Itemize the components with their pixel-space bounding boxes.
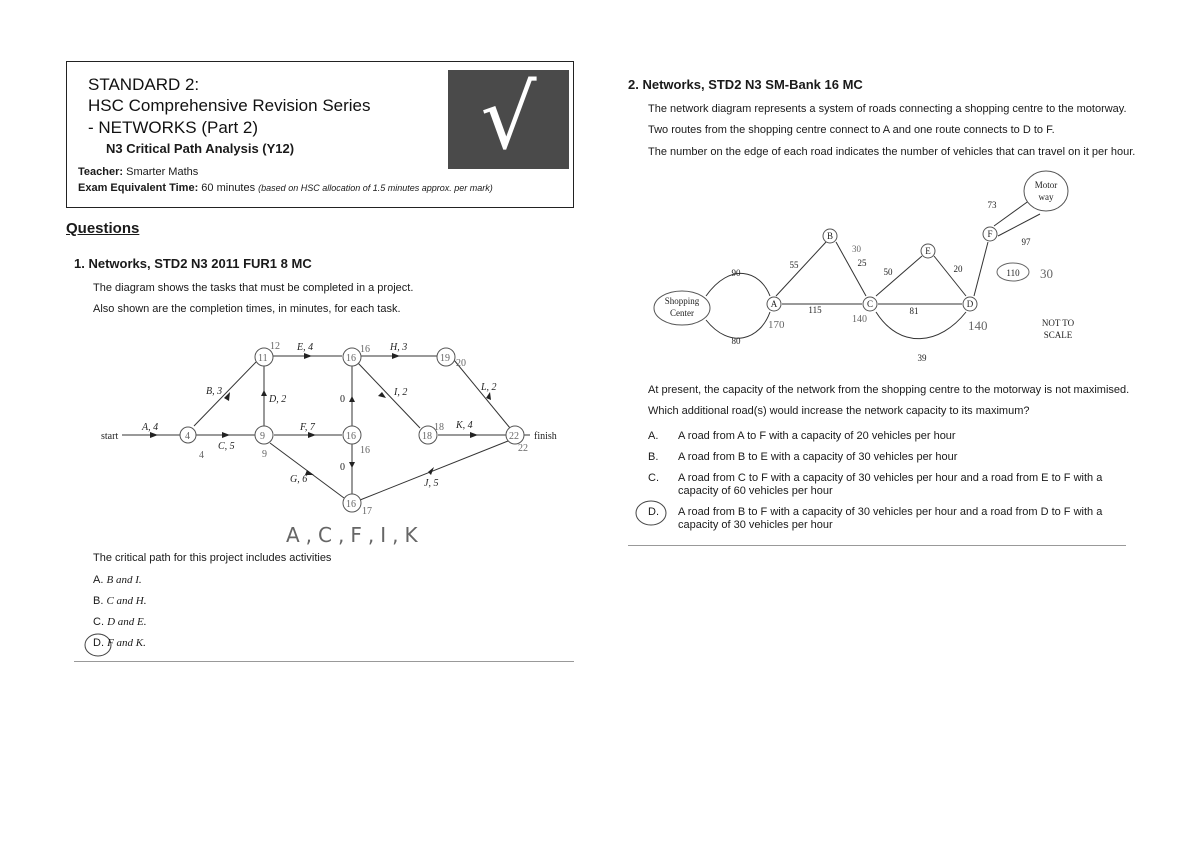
q1-text-2: Also shown are the completion times, in minutes, for each task. [93, 303, 401, 315]
arrow-i [378, 392, 386, 398]
q2-option-text: A road from B to E with a capacity of 30 vehicles per hour [678, 451, 958, 463]
motorway-node [1024, 171, 1068, 211]
q1-option-text: D and E. [107, 616, 147, 628]
q1-option[interactable] [93, 595, 147, 616]
hand-n7: 19 [440, 353, 450, 364]
q1-option[interactable] [93, 616, 147, 637]
source-line-2: Center [670, 308, 694, 318]
time-label: Exam Equivalent Time: [78, 182, 199, 194]
hand-critical-path: A,C,F,I,K [286, 523, 424, 547]
hand-n6b: 17 [362, 506, 372, 517]
q1-option-letter: A. [93, 574, 104, 586]
q1-option-text: F and K. [107, 637, 146, 649]
label-b: B, 3 [206, 386, 223, 397]
hand-c: 140 [852, 314, 867, 325]
edge-l [454, 360, 510, 428]
q2-text-2: Two routes from the shopping centre connect to A and one route connects to D to F. [648, 124, 1055, 136]
hand-n5b: 16 [360, 445, 370, 456]
teacher-label: Teacher: [78, 166, 124, 178]
q2-network-diagram [654, 171, 1075, 363]
road-a-b [776, 242, 826, 296]
edge-b [194, 362, 256, 426]
road-c-d-bot [876, 312, 966, 339]
road-s-a-bot [706, 312, 770, 338]
node-e-label: E [925, 246, 931, 256]
hand-n3b: 9 [262, 449, 267, 460]
q2-options [648, 430, 1138, 532]
q1-text-1: The diagram shows the tasks that must be completed in a project. [93, 282, 414, 294]
header-line-3: - NETWORKS (Part 2) [88, 118, 259, 137]
node-b-label: B [826, 231, 834, 241]
hand-b: 30 [852, 244, 861, 254]
arrow-e [304, 353, 312, 359]
label-h: H, 3 [390, 342, 408, 353]
cap-a-c: 115 [808, 305, 822, 315]
arrow-l [486, 392, 491, 400]
hand-n1: 4 [185, 431, 190, 442]
arrow-zero-down [349, 462, 355, 468]
q2-text-5: Which additional road(s) would increase the network capacity to its maximum? [648, 405, 1030, 417]
hand-n6: 16 [346, 499, 356, 510]
label-zero-1: 0 [340, 394, 345, 405]
label-finish: finish [534, 431, 557, 442]
road-f-m2 [998, 214, 1040, 236]
header-subtitle: N3 Critical Path Analysis (Y12) [106, 141, 295, 156]
label-i: I, 2 [394, 387, 408, 398]
edge-j [360, 441, 508, 500]
q2-text-4: At present, the capacity of the network from the shopping centre to the motorway is not maximised. [648, 384, 1130, 396]
hand-d2: 30 [1040, 266, 1053, 281]
cap-f-m2: 97 [1021, 237, 1031, 247]
q2-text-1: The network diagram represents a system of roads connecting a shopping centre to the motorway. [648, 103, 1127, 115]
q1-option[interactable] [93, 574, 147, 595]
hand-n2: 11 [258, 353, 268, 364]
tick-icon: √ [480, 66, 537, 169]
q2-option-letter: C. [648, 472, 659, 484]
cap-a-b: 55 [789, 260, 799, 270]
q1-option[interactable] [93, 637, 147, 658]
q1-option-letter: D. [93, 637, 104, 649]
time-value: 60 minutes [201, 182, 256, 194]
q2-option[interactable] [648, 472, 1138, 506]
q1-option-letter: C. [93, 616, 104, 628]
node-a-label: A [770, 299, 778, 309]
cap-s-a-top: 90 [731, 268, 741, 278]
header-line-2: HSC Comprehensive Revision Series [88, 96, 371, 115]
label-zero-2: 0 [340, 462, 345, 473]
hand-n9b: 22 [518, 443, 528, 454]
node-c-label: C [866, 299, 874, 309]
hand-n8: 18 [422, 431, 432, 442]
hand-n4: 16 [346, 353, 356, 364]
hand-d: 140 [968, 318, 988, 333]
cap-e-d: 20 [953, 264, 963, 274]
hand-n5: 16 [346, 431, 356, 442]
node-d-label: D [966, 299, 974, 309]
hand-n9: 22 [509, 431, 519, 442]
q1-option-text: C and H. [106, 595, 147, 607]
hand-n1b: 4 [199, 450, 204, 461]
road-d-f [974, 242, 988, 296]
q1-options [93, 574, 147, 658]
cap-b-c: 25 [857, 258, 867, 268]
time-note: (based on HSC allocation of 1.5 minutes approx. per mark) [258, 183, 493, 193]
edge-i [358, 363, 420, 428]
q1-option-letter: B. [93, 595, 104, 607]
q2-option[interactable] [648, 451, 1138, 472]
q1-divider [74, 661, 574, 662]
q2-text-3: The number on the edge of each road indicates the number of vehicles that can travel on it per hour. [648, 146, 1136, 158]
q2-option-text: A road from C to F with a capacity of 30 vehicles per hour and a road from E to F with a capacity of 60 vehicles per hour [678, 472, 1103, 497]
q2-divider [628, 545, 1126, 546]
label-g: G, 6 [290, 474, 308, 485]
q2-option-text: A road from B to F with a capacity of 30 vehicles per hour and a road from D to F with a capacity of 30 vehicles per hour [678, 506, 1103, 531]
q2-option-letter: D. [648, 506, 659, 518]
hand-a: 170 [768, 319, 785, 331]
label-a: A, 4 [142, 422, 159, 433]
cap-c-d: 81 [909, 306, 919, 316]
road-b-c [836, 242, 866, 296]
q2-option-text: A road from A to F with a capacity of 20 vehicles per hour [678, 430, 956, 442]
cap-f-m: 73 [987, 200, 997, 210]
label-l: L, 2 [481, 382, 497, 393]
label-k: K, 4 [456, 420, 473, 431]
sink-line-2: way [1038, 192, 1054, 202]
label-f: F, 7 [300, 422, 315, 433]
arrow-h [392, 353, 400, 359]
arrow-d [261, 390, 267, 396]
hand-n2b: 12 [270, 341, 280, 352]
arrow-k [470, 432, 478, 438]
q2-option[interactable] [648, 506, 1138, 532]
arrow-c [222, 432, 230, 438]
q2-title: 2. Networks, STD2 N3 SM-Bank 16 MC [628, 77, 863, 92]
questions-heading: Questions [66, 220, 140, 237]
cap-s-a-bot: 80 [731, 336, 741, 346]
road-e-d [934, 256, 966, 296]
header-line-1: STANDARD 2: [88, 75, 200, 94]
label-e: E, 4 [297, 342, 314, 353]
sink-line-1: Motor [1034, 180, 1058, 190]
source-line-1: Shopping [664, 296, 700, 306]
q2-option[interactable] [648, 430, 1138, 451]
q1-title: 1. Networks, STD2 N3 2011 FUR1 8 MC [74, 256, 312, 271]
q2-option-letter: A. [648, 430, 659, 442]
not-to-scale-2: SCALE [1043, 330, 1073, 340]
hand-n8b: 18 [434, 422, 444, 433]
label-j: J, 5 [424, 478, 439, 489]
cap-d-f: 110 [1006, 268, 1020, 278]
teacher-name: Smarter Maths [126, 166, 199, 178]
label-d: D, 2 [269, 394, 287, 405]
label-c: C, 5 [218, 441, 235, 452]
cap-c-e: 50 [883, 267, 893, 277]
node-f-label: F [987, 229, 993, 239]
not-to-scale-1: NOT TO [1041, 318, 1075, 328]
q1-option-text: B and I. [106, 574, 142, 586]
arrow-zero-up [349, 396, 355, 402]
hand-n3: 9 [260, 431, 265, 442]
hand-n7b: 20 [456, 358, 466, 369]
q2-option-letter: B. [648, 451, 659, 463]
q1-question: The critical path for this project includes activities [93, 552, 332, 564]
arrow-b [224, 392, 230, 401]
label-start: start [101, 431, 119, 442]
cap-c-d-bot: 39 [917, 353, 927, 363]
hand-n4b: 16 [360, 344, 370, 355]
